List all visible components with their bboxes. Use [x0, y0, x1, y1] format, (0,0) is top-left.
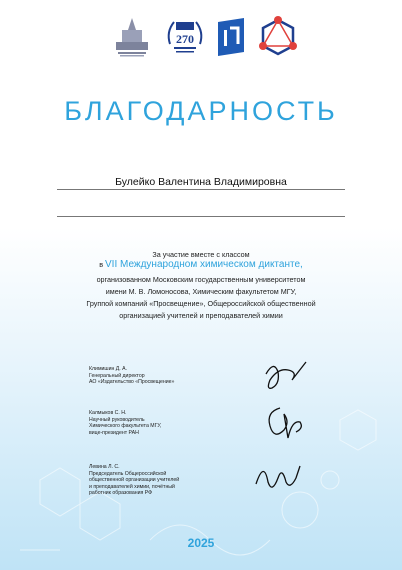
body-line-3: организованном Московским государственным университетом	[96, 275, 306, 284]
chemistry-org-logo	[258, 16, 298, 58]
signatory-3-title: Председатель Общероссийской	[89, 470, 167, 477]
body-line-6: организацией учителей и преподавателей химии	[119, 311, 283, 320]
signatory-3-honor: работник образования РФ	[89, 490, 153, 497]
prosveshchenie-logo	[216, 18, 246, 56]
signatory-1-org: АО «Издательство «Просвещение»	[89, 379, 175, 386]
signatory-2-role: вице-президент РАН	[89, 429, 139, 436]
signatory-2-name: Калмыков С. Н.	[89, 410, 127, 416]
signature-2	[258, 400, 308, 446]
body-line-2	[0, 260, 402, 270]
signatory-2	[89, 410, 279, 436]
body-line-5: Группой компаний «Просвещение», Общероссийской общественной	[86, 299, 316, 308]
signature-1	[258, 350, 318, 395]
dictation-name: VII Международном химическом диктанте,	[105, 259, 303, 270]
name-underline	[57, 189, 345, 190]
signatory-1	[89, 366, 279, 386]
body-line-4: имени М. В. Ломоносова, Химическим факультетом МГУ,	[105, 287, 297, 296]
signatory-2-title: Научный руководитель	[89, 416, 145, 423]
year: 2025	[187, 536, 215, 550]
blank-line	[57, 216, 345, 217]
anniversary-logo	[162, 14, 208, 60]
signatory-3-org-2: и преподавателей химии, почётный	[89, 483, 175, 490]
signatory-1-name: Климишин Д. А.	[89, 366, 128, 372]
recipient-name: Булейко Валентина Владимировна	[115, 176, 287, 188]
signatory-1-title: Генеральный директор	[89, 372, 145, 379]
logo-bar	[0, 14, 402, 62]
msu-logo	[110, 14, 154, 60]
anniversary-number: 270	[176, 32, 194, 46]
signatory-2-org: Химического факультета МГУ,	[89, 423, 162, 430]
certificate-title: БЛАГОДАРНОСТЬ	[64, 96, 338, 126]
signature-3	[250, 454, 310, 500]
body-line-2-prefix: в	[99, 260, 104, 269]
signatory-3-org: общественной организации учителей	[89, 477, 180, 484]
signatory-3-name: Левина Л. С.	[89, 464, 120, 470]
body-line-1: За участие вместе с классом	[152, 250, 250, 259]
